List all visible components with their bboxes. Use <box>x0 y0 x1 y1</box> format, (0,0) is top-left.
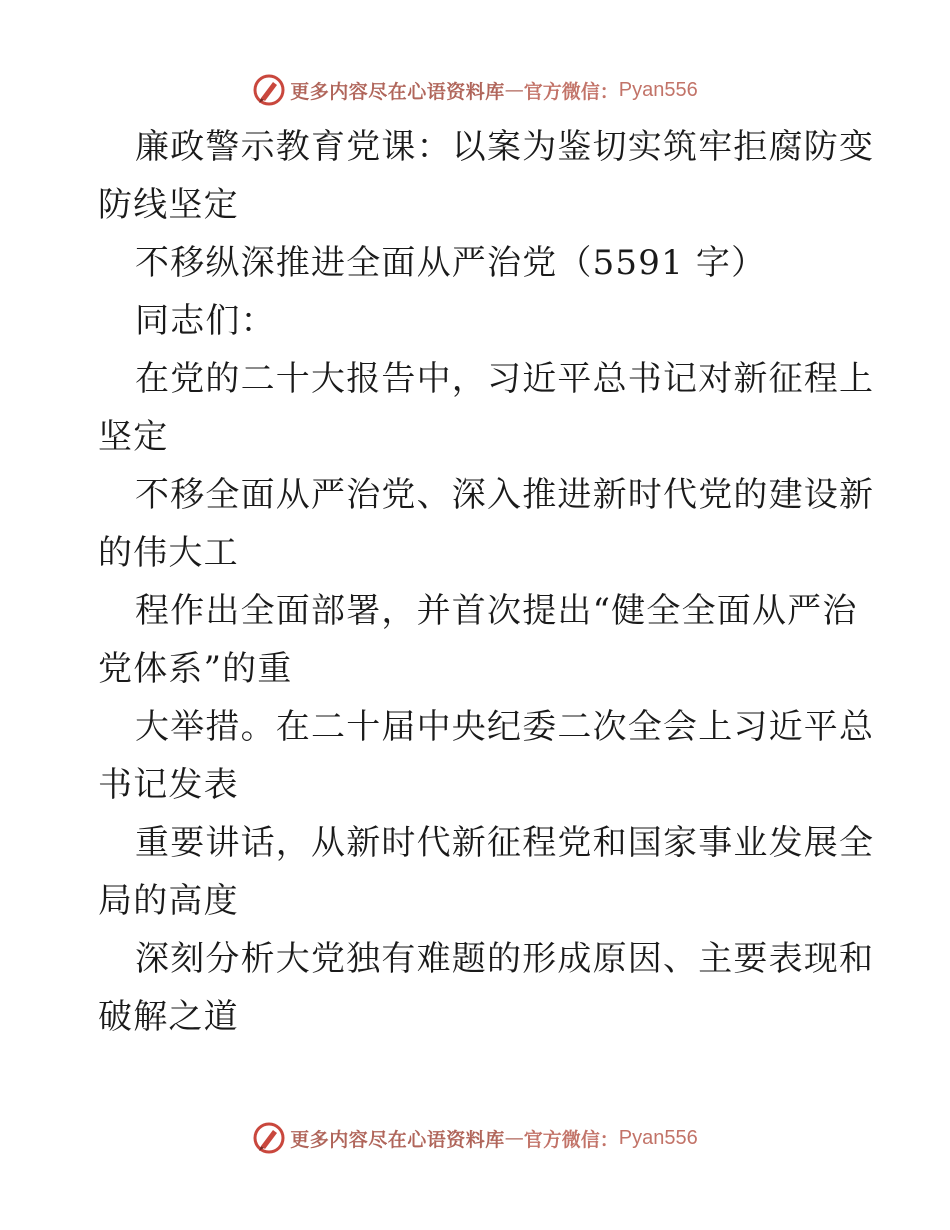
banner-wechat-label: 官方微信： <box>523 1128 619 1151</box>
pen-logo-icon <box>252 1121 286 1155</box>
banner-brand: 更多内容尽在心语资料库 <box>290 80 505 103</box>
header-banner <box>0 70 950 110</box>
paragraph-line: 坚定 <box>98 417 169 457</box>
title-line-3: 不移纵深推进全面从严治党（5591 字） <box>135 243 767 283</box>
paragraph-line: 在党的二十大报告中，习近平总书记对新征程上 <box>135 359 875 399</box>
title-line-1: 廉政警示教育党课：以案为鉴切实筑牢拒腐防变 <box>135 127 875 167</box>
salutation: 同志们： <box>135 301 276 341</box>
paragraph-line: 不移全面从严治党、深入推进新时代党的建设新 <box>135 475 875 515</box>
pen-logo-icon <box>252 73 286 107</box>
banner-wechat-id: Pyan556 <box>618 78 698 101</box>
banner-separator: — <box>504 1127 524 1149</box>
paragraph-line: 书记发表 <box>98 765 239 805</box>
banner-separator: — <box>504 79 524 101</box>
paragraph-line: 大举措。在二十届中央纪委二次全会上习近平总 <box>135 707 875 747</box>
paragraph-line: 党体系”的重 <box>98 649 293 689</box>
paragraph-line: 重要讲话，从新时代新征程党和国家事业发展全 <box>135 823 875 863</box>
paragraph-line: 程作出全面部署，并首次提出“健全全面从严治 <box>135 591 858 631</box>
banner-wechat-label: 官方微信： <box>523 80 619 103</box>
paragraph-line: 破解之道 <box>98 997 239 1037</box>
paragraph-line: 局的高度 <box>98 881 239 921</box>
title-line-2: 防线坚定 <box>98 185 239 225</box>
banner-wechat-id: Pyan556 <box>618 1126 698 1149</box>
footer-banner <box>0 1118 950 1158</box>
banner-brand: 更多内容尽在心语资料库 <box>290 1128 505 1151</box>
paragraph-line: 的伟大工 <box>98 533 239 573</box>
paragraph-line: 深刻分析大党独有难题的形成原因、主要表现和 <box>135 939 875 979</box>
document-body <box>98 118 875 1046</box>
